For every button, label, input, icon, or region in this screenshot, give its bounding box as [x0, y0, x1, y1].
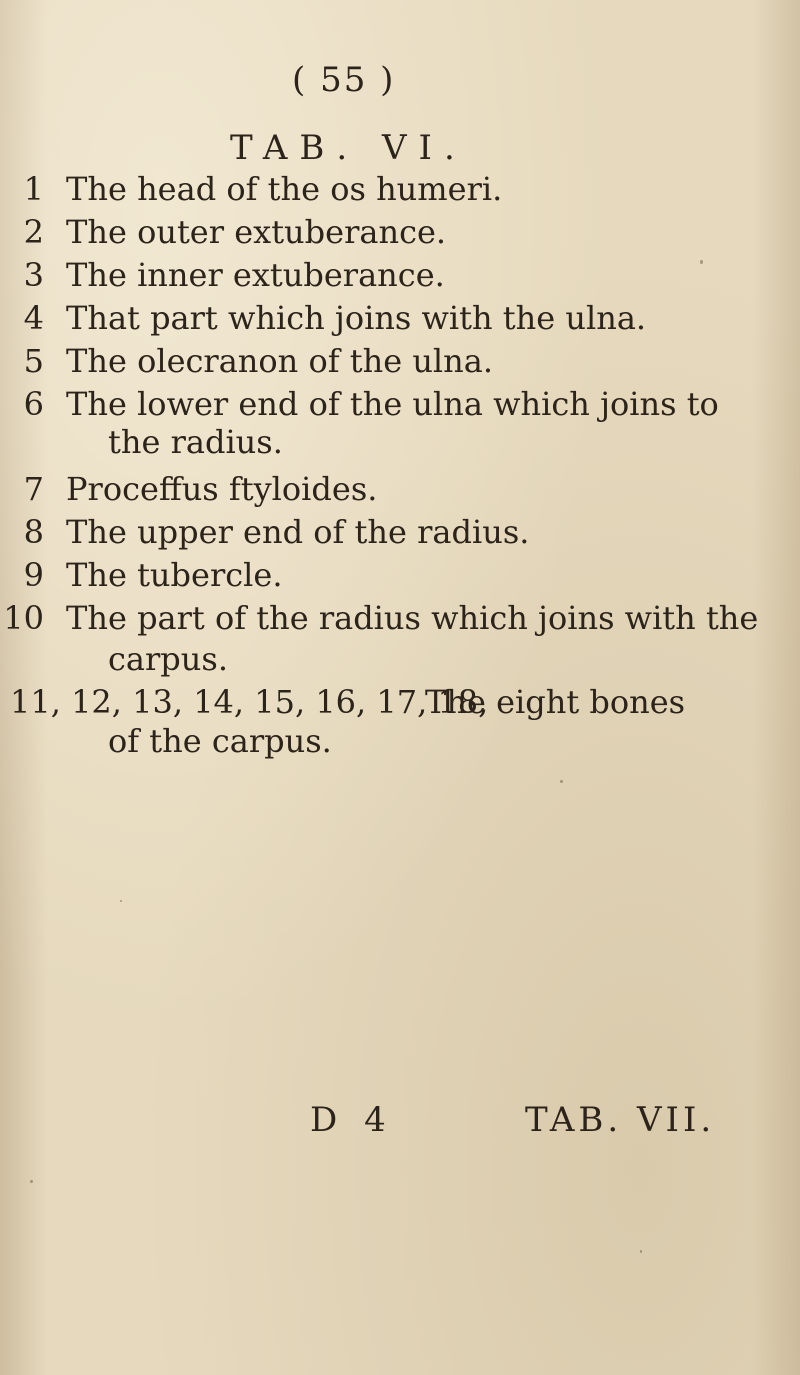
- legend-item-text: The head of the os humeri.: [66, 170, 503, 208]
- plate-title: TAB. VI.: [230, 128, 467, 168]
- paper-speck: [30, 1180, 33, 1183]
- legend-item-number: 6: [23, 385, 44, 423]
- catchword: TAB. VII.: [525, 1100, 716, 1140]
- paper-speck: [700, 260, 703, 264]
- legend-item-number: 1: [23, 170, 44, 208]
- legend-item-number: 7: [23, 470, 44, 508]
- legend-item-number: 3: [23, 256, 44, 294]
- legend-item-text: The lower end of the ulna which joins to: [66, 385, 719, 423]
- legend-item-text: The eight bones: [425, 683, 686, 721]
- paper-speck: [640, 1250, 642, 1253]
- legend-item-text: Proceffus ftyloides.: [66, 470, 378, 508]
- legend-item-continuation: of the carpus.: [108, 722, 332, 760]
- page-number: ( 55 ): [292, 60, 396, 100]
- legend-item-text: The inner extuberance.: [66, 256, 445, 294]
- legend-item-continuation: the radius.: [108, 423, 283, 461]
- legend-item-text: The part of the radius which joins with the: [66, 599, 759, 637]
- legend-item-number: 2: [23, 213, 44, 251]
- legend-item-continuation: carpus.: [108, 640, 228, 678]
- legend-item-text: The outer extuberance.: [66, 213, 447, 251]
- legend-item-number: 5: [23, 342, 44, 380]
- signature-mark: D 4: [310, 1100, 394, 1140]
- legend-item-number: 9: [23, 556, 44, 594]
- legend-item-number: 4: [23, 299, 44, 337]
- legend-item-number: 11, 12, 13, 14, 15, 16, 17, 18,: [10, 683, 489, 721]
- legend-item-number: 8: [23, 513, 44, 551]
- legend-item-text: That part which joins with the ulna.: [66, 299, 647, 337]
- paper-speck: [120, 900, 122, 902]
- legend-item-text: The olecranon of the ulna.: [66, 342, 494, 380]
- legend-item-text: The tubercle.: [66, 556, 283, 594]
- paper-speck: [560, 780, 563, 783]
- legend-item-number: 10: [3, 599, 44, 637]
- legend-item-text: The upper end of the radius.: [66, 513, 530, 551]
